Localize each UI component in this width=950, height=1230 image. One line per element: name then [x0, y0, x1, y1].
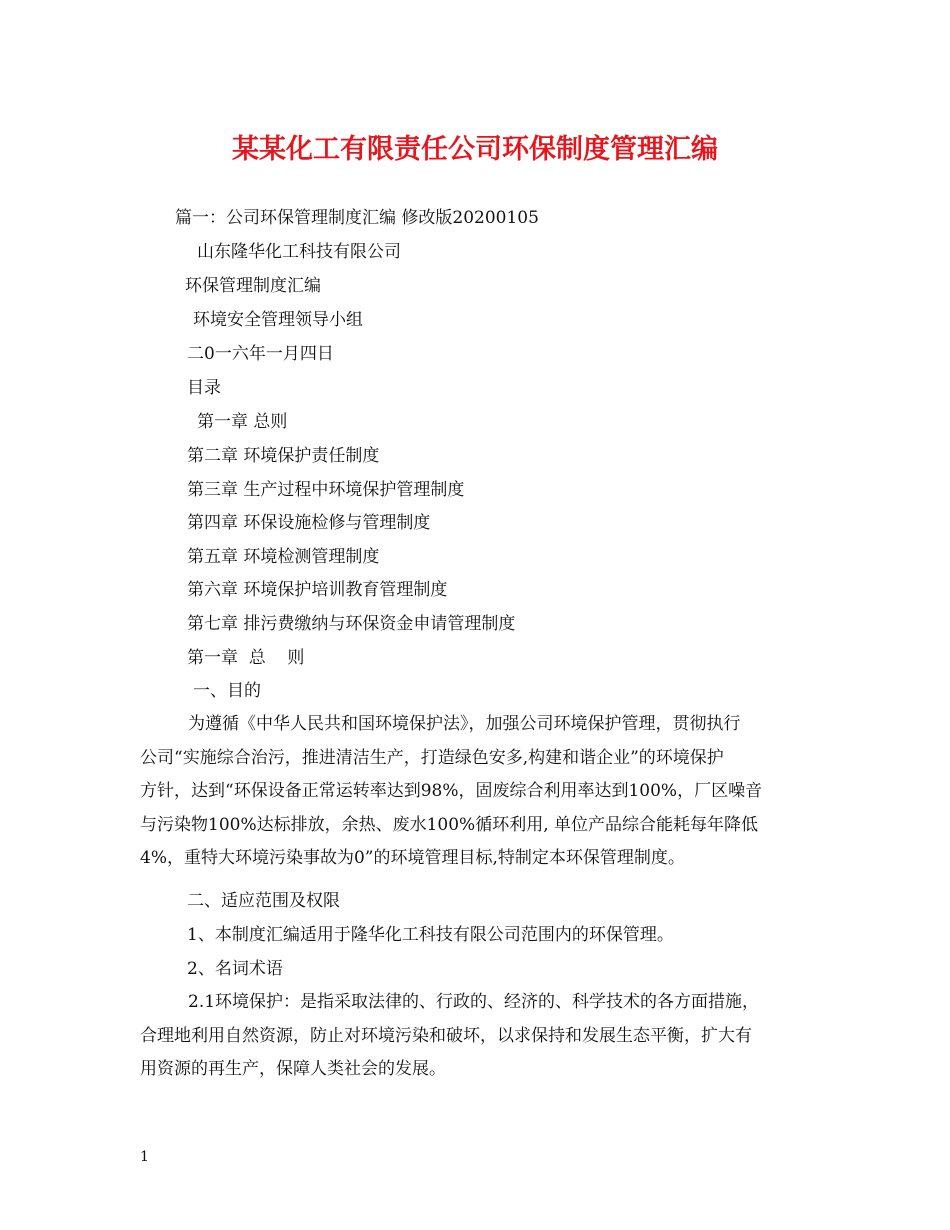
section-heading-scope: 二、适应范围及权限 — [187, 891, 340, 911]
paragraph-term — [140, 986, 830, 1087]
paragraph-line: 2.1环境保护：是指采取法律的、行政的、经济的、科学技术的各方面措施， — [188, 992, 760, 1012]
document-title: 某某化工有限责任公司环保制度管理汇编 — [232, 134, 718, 165]
header-line-group: 环境安全管理领导小组 — [193, 310, 363, 330]
toc-item: 第一章 总则 — [197, 412, 288, 432]
toc-item: 第二章 环境保护责任制度 — [187, 446, 380, 466]
header-line-subtitle: 篇一：公司环保管理制度汇编 修改版20200105 — [175, 208, 539, 228]
paragraph-line: 4%，重特大环境污染事故为0”的环境管理目标,特制定本环保管理制度。 — [140, 848, 685, 868]
paragraph-purpose — [140, 708, 830, 876]
header-line-compilation: 环保管理制度汇编 — [185, 276, 321, 296]
page-number: 1 — [140, 1149, 149, 1165]
paragraph-line: 为遵循《中华人民共和国环境保护法》，加强公司环境保护管理，贯彻执行 — [188, 714, 741, 734]
toc-item: 第六章 环境保护培训教育管理制度 — [187, 580, 448, 600]
paragraph-line: 与污染物100%达标排放，余热、废水100%循环利用, 单位产品综合能耗每年降低 — [140, 814, 759, 835]
chapter-heading: 第一章 总 则 — [187, 648, 305, 668]
scope-item-2: 2、名词术语 — [187, 959, 283, 979]
toc-heading: 目录 — [187, 378, 221, 398]
section-heading-purpose: 一、目的 — [193, 681, 261, 701]
header-line-company: 山东隆华化工科技有限公司 — [197, 242, 401, 262]
toc-item: 第四章 环保设施检修与管理制度 — [187, 513, 431, 533]
scope-item-1: 1、本制度汇编适用于隆华化工科技有限公司范围内的环保管理。 — [187, 925, 674, 945]
paragraph-line: 方针，达到“环保设备正常运转率达到98%，固废综合利用率达到100%，厂区噪音 — [140, 781, 763, 801]
toc-item: 第五章 环境检测管理制度 — [187, 547, 380, 567]
header-line-date: 二0一六年一月四日 — [187, 344, 334, 364]
paragraph-line: 公司“实施综合治污，推进清洁生产，打造绿色安多,构建和谐企业”的环境保护 — [140, 747, 724, 768]
paragraph-line: 用资源的再生产，保障人类社会的发展。 — [140, 1059, 446, 1079]
toc-item: 第七章 排污费缴纳与环保资金申请管理制度 — [187, 614, 516, 634]
toc-item: 第三章 生产过程中环境保护管理制度 — [187, 480, 465, 500]
paragraph-line: 合理地利用自然资源，防止对环境污染和破坏，以求保持和发展生态平衡，扩大有 — [140, 1025, 752, 1046]
